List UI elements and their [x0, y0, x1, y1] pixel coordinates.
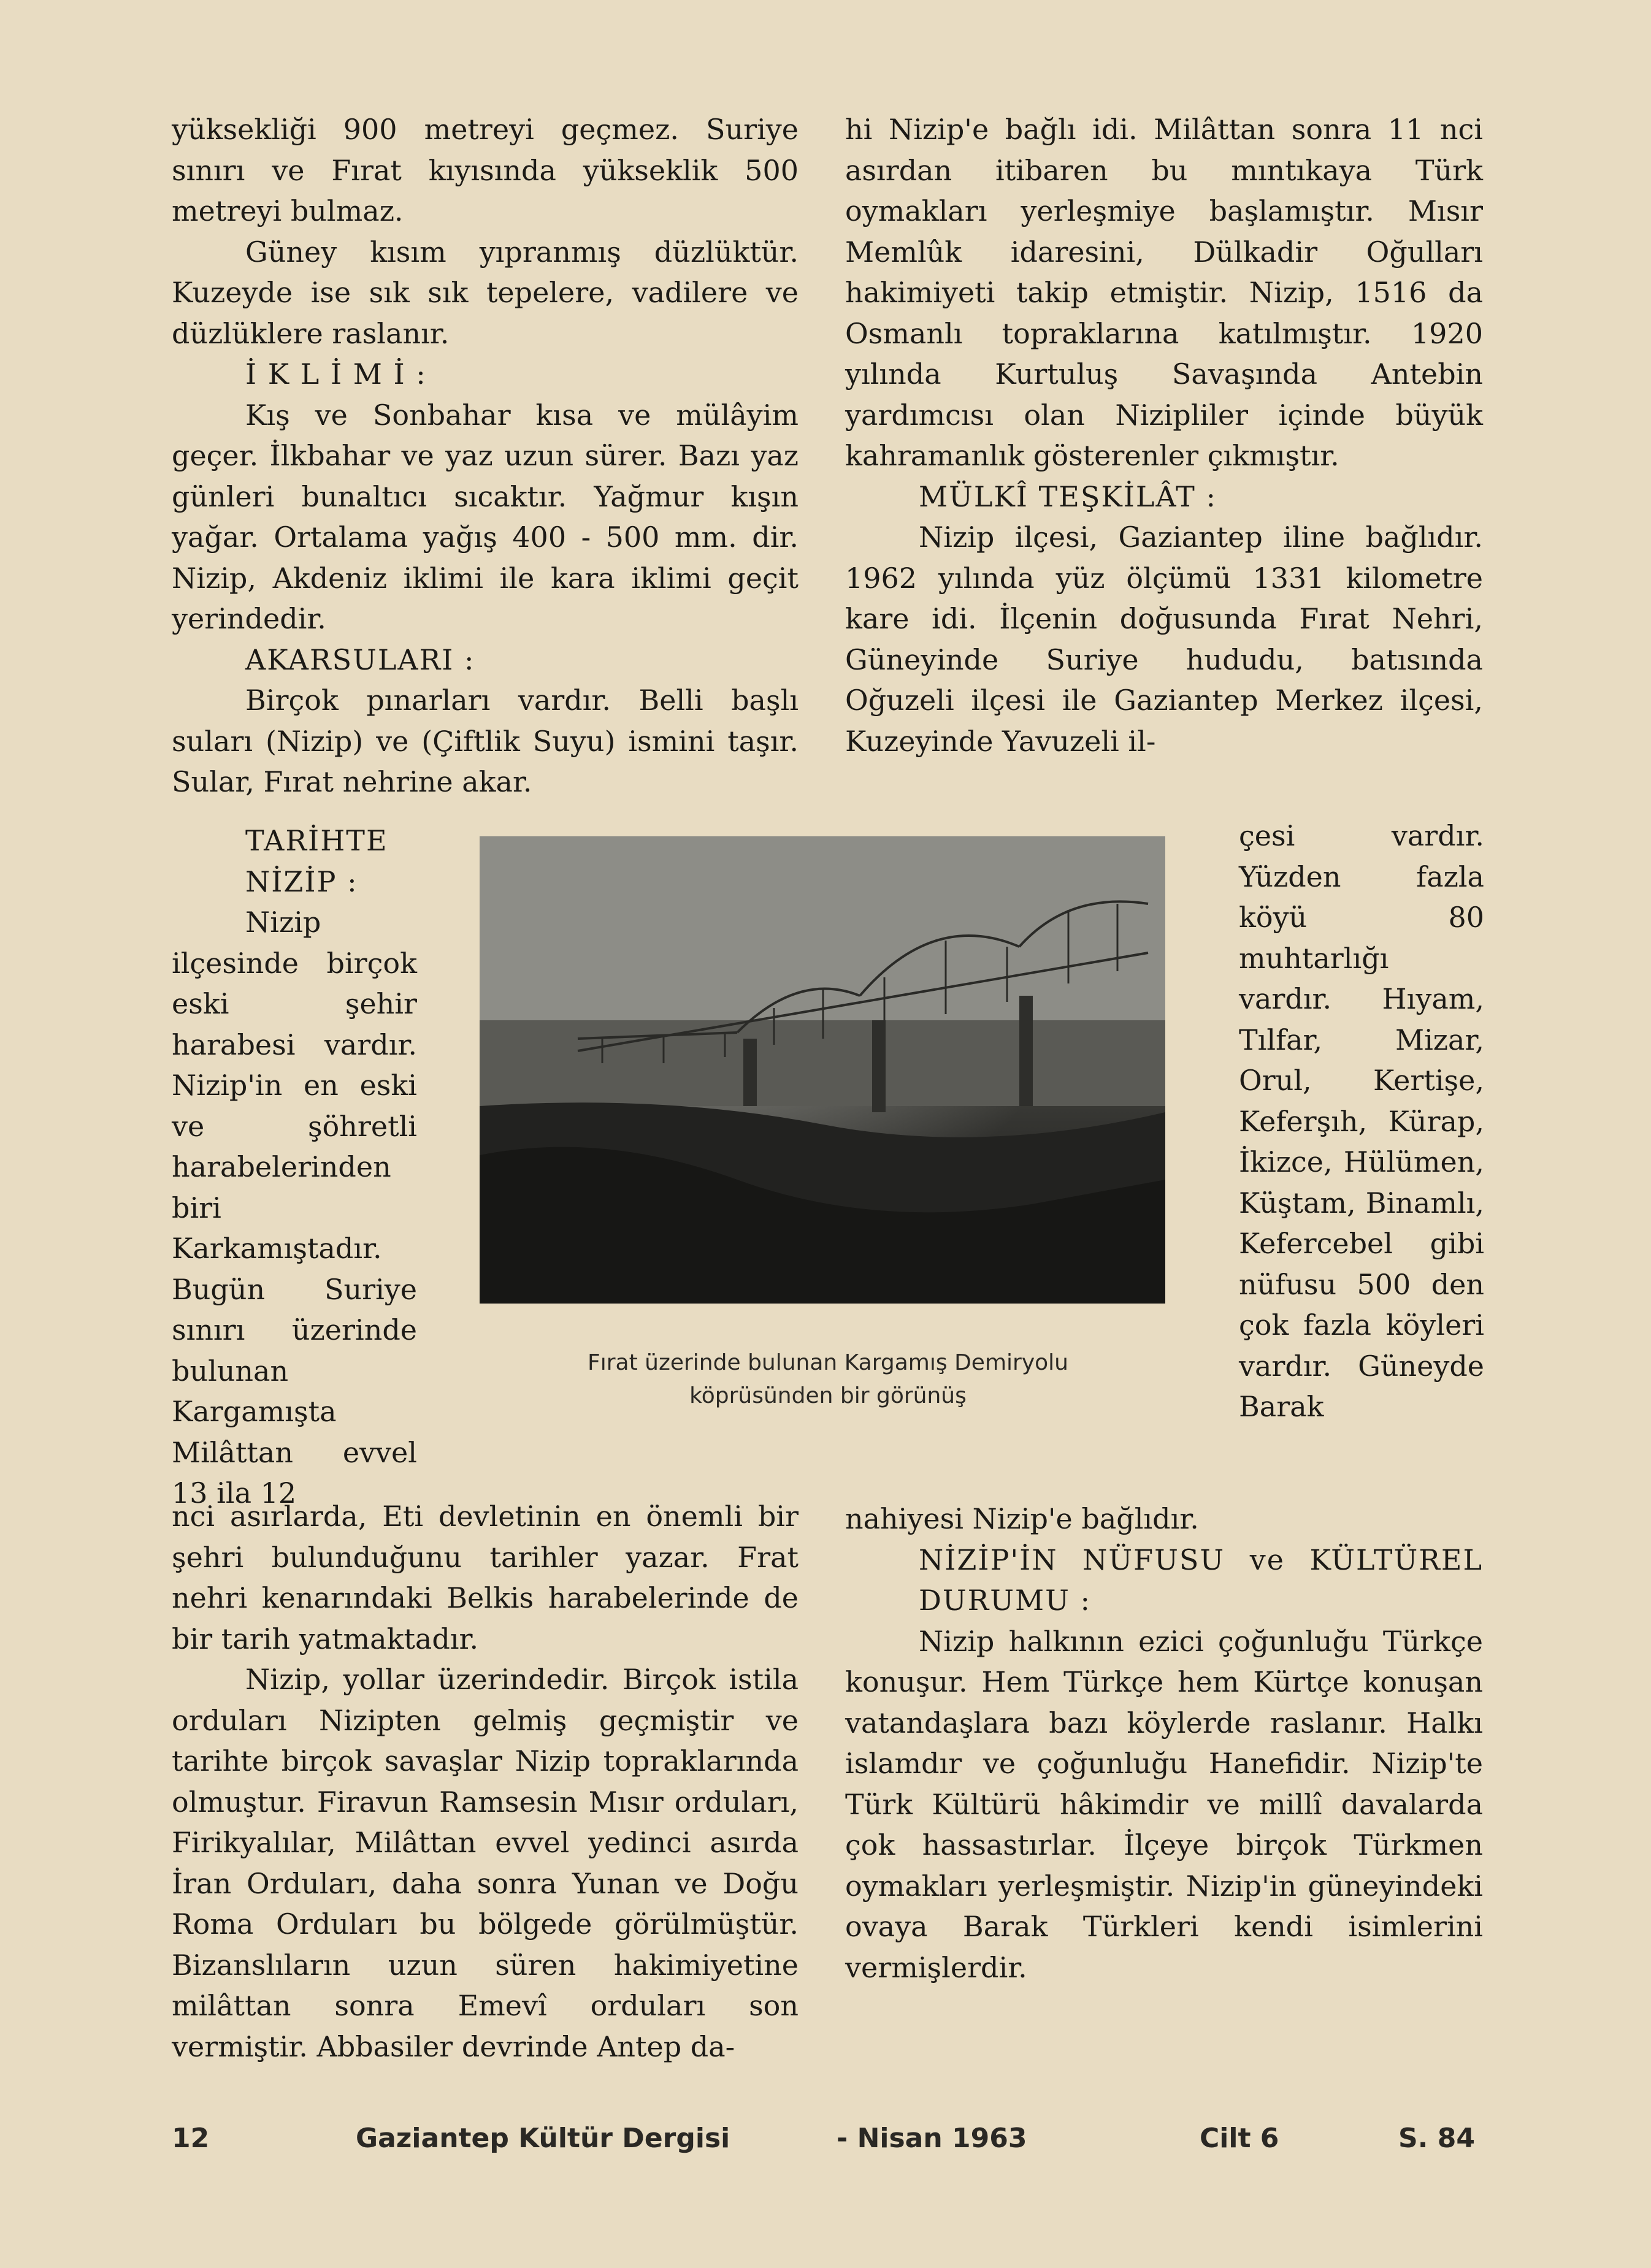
right-column-top — [845, 109, 1483, 762]
right-column-narrow — [1239, 815, 1484, 1427]
bridge-photo — [480, 836, 1165, 1304]
paragraph: Nizip halkının ezici çoğunluğu Türkçe konuşur. Hem Türkçe hem Kürtçe konuşan vatandaşlara bazı köylerde raslanır. Halkı islamdır ve çoğunluğu Hanefidir. Nizip'te Türk Kültürü hâkimdir ve millî davalarda çok hassastırlar. İlçeye birçok Türkmen oymakları yerleşmiştir. Nizip'in güneyindeki ovaya Barak Türkleri kendi isimlerini vermişlerdir. — [845, 1624, 1483, 1984]
bridge-photo-illustration — [480, 836, 1165, 1304]
photo-caption — [521, 1346, 1135, 1413]
paragraph: Nizip ilçesi, Gaziantep iline bağlıdır. 1962 yılında yüz ölçümü 1331 kilometre kare idi. İlçenin doğusunda Fırat Nehri, Güneyinde Suriye hududu, batısında Oğuzeli ilçesi ile Gaziantep Merkez ilçesi, Kuzeyinde Yavuzeli il- — [845, 521, 1483, 758]
paragraph: Kış ve Sonbahar kısa ve mülâyim geçer. İlkbahar ve yaz uzun sürer. Bazı yaz günleri bunaltıcı sıcaktır. Yağmur kışın yağar. Ortalama yağış 400 - 500 mm. dir. Nizip, Akdeniz iklimi ile kara iklimi geçit yerindedir. — [172, 398, 799, 635]
issue-number: S. 84 — [1398, 2123, 1475, 2154]
issue-date: - Nisan 1963 — [837, 2123, 1027, 2154]
page-footer — [172, 2123, 1484, 2159]
volume-label: Cilt 6 — [1200, 2123, 1279, 2154]
paragraph: Nizip, yollar üzerindedir. Birçok istila orduları Nizipten gelmiş geçmiştir ve tarihte birçok savaşlar Nizip topraklarında olmuştur. Firavun Ramsesin Mısır orduları, Firikyalılar, Milâttan evvel yedinci asırda İran Orduları, daha sonra Yunan ve Doğu Roma Orduları bu bölgede görülmüştür. Bizanslıların uzun süren hakimiyetine milâttan sonra Emevî orduları son vermiştir. Abbasiler devrinde Antep da- — [172, 1663, 799, 2063]
section-heading: MÜLKÎ TEŞKİLÂT : — [919, 479, 1217, 513]
paragraph: nci asırlarda, Eti devletinin en önemli bir şehri bulunduğunu tarihler yazar. Frat nehri kenarındaki Belkis harabelerinde de bir tarih yatmaktadır. — [172, 1500, 799, 1655]
photo-caption-line1: Fırat üzerinde bulunan Kargamış Demiryolu — [588, 1350, 1068, 1375]
left-column-top — [172, 109, 799, 803]
paragraph: Birçok pınarları vardır. Belli başlı suları (Nizip) ve (Çiftlik Suyu) ismini taşır. Sular, Fırat nehrine akar. — [172, 684, 799, 798]
paragraph: Nizip ilçesinde birçok eski şehir harabesi vardır. Nizip'in en eski ve şöhretli harabelerinden biri Karkamıştadır. Bugün Suriye sınırı üzerinde bulunan Kargamışta Milâttan evvel 13 ila 12 — [172, 906, 417, 1510]
right-column-bottom — [845, 1499, 1483, 1988]
section-heading: NİZİP'İN NÜFUSU ve KÜLTÜREL DURUMU : — [919, 1543, 1483, 1617]
section-heading: AKARSULARI : — [245, 643, 475, 676]
photo-caption-line2: köprüsünden bir görünüş — [689, 1383, 967, 1408]
page-number: 12 — [172, 2123, 210, 2154]
paragraph: Güney kısım yıpranmış düzlüktür. Kuzeyde ise sık sık tepelere, vadilere ve düzlüklere raslanır. — [172, 235, 799, 350]
magazine-title: Gaziantep Kültür Dergisi — [356, 2123, 730, 2154]
section-heading: İ K L İ M İ : — [245, 357, 427, 391]
section-heading: TARİHTE NİZİP : — [245, 824, 388, 898]
left-column-narrow — [172, 820, 417, 1514]
paragraph: çesi vardır. Yüzden fazla köyü 80 muhtarlığı vardır. Hıyam, Tılfar, Mizar, Orul, Kertişe, Keferşıh, Kürap, İkizce, Hülümen, Küştam, Binamlı, Kefercebel gibi nüfusu 500 den çok fazla köyleri vardır. Güneyde Barak — [1239, 819, 1484, 1423]
paragraph: nahiyesi Nizip'e bağlıdır. — [845, 1502, 1199, 1535]
paragraph: hi Nizip'e bağlı idi. Milâttan sonra 11 nci asırdan itibaren bu mıntıkaya Türk oymakları yerleşmiye başlamıştır. Mısır Memlûk idaresini, Dülkadir Oğulları hakimiyeti takip etmiştir. Nizip, 1516 da Osmanlı topraklarına katılmıştır. 1920 yılında Kurtuluş Savaşında Antebin yardımcısı olan Nizipliler içinde büyük kahramanlık gösterenler çıkmıştır. — [845, 113, 1483, 472]
paragraph: yüksekliği 900 metreyi geçmez. Suriye sınırı ve Fırat kıyısında yükseklik 500 metreyi bulmaz. — [172, 113, 799, 227]
left-column-bottom — [172, 1496, 799, 2067]
